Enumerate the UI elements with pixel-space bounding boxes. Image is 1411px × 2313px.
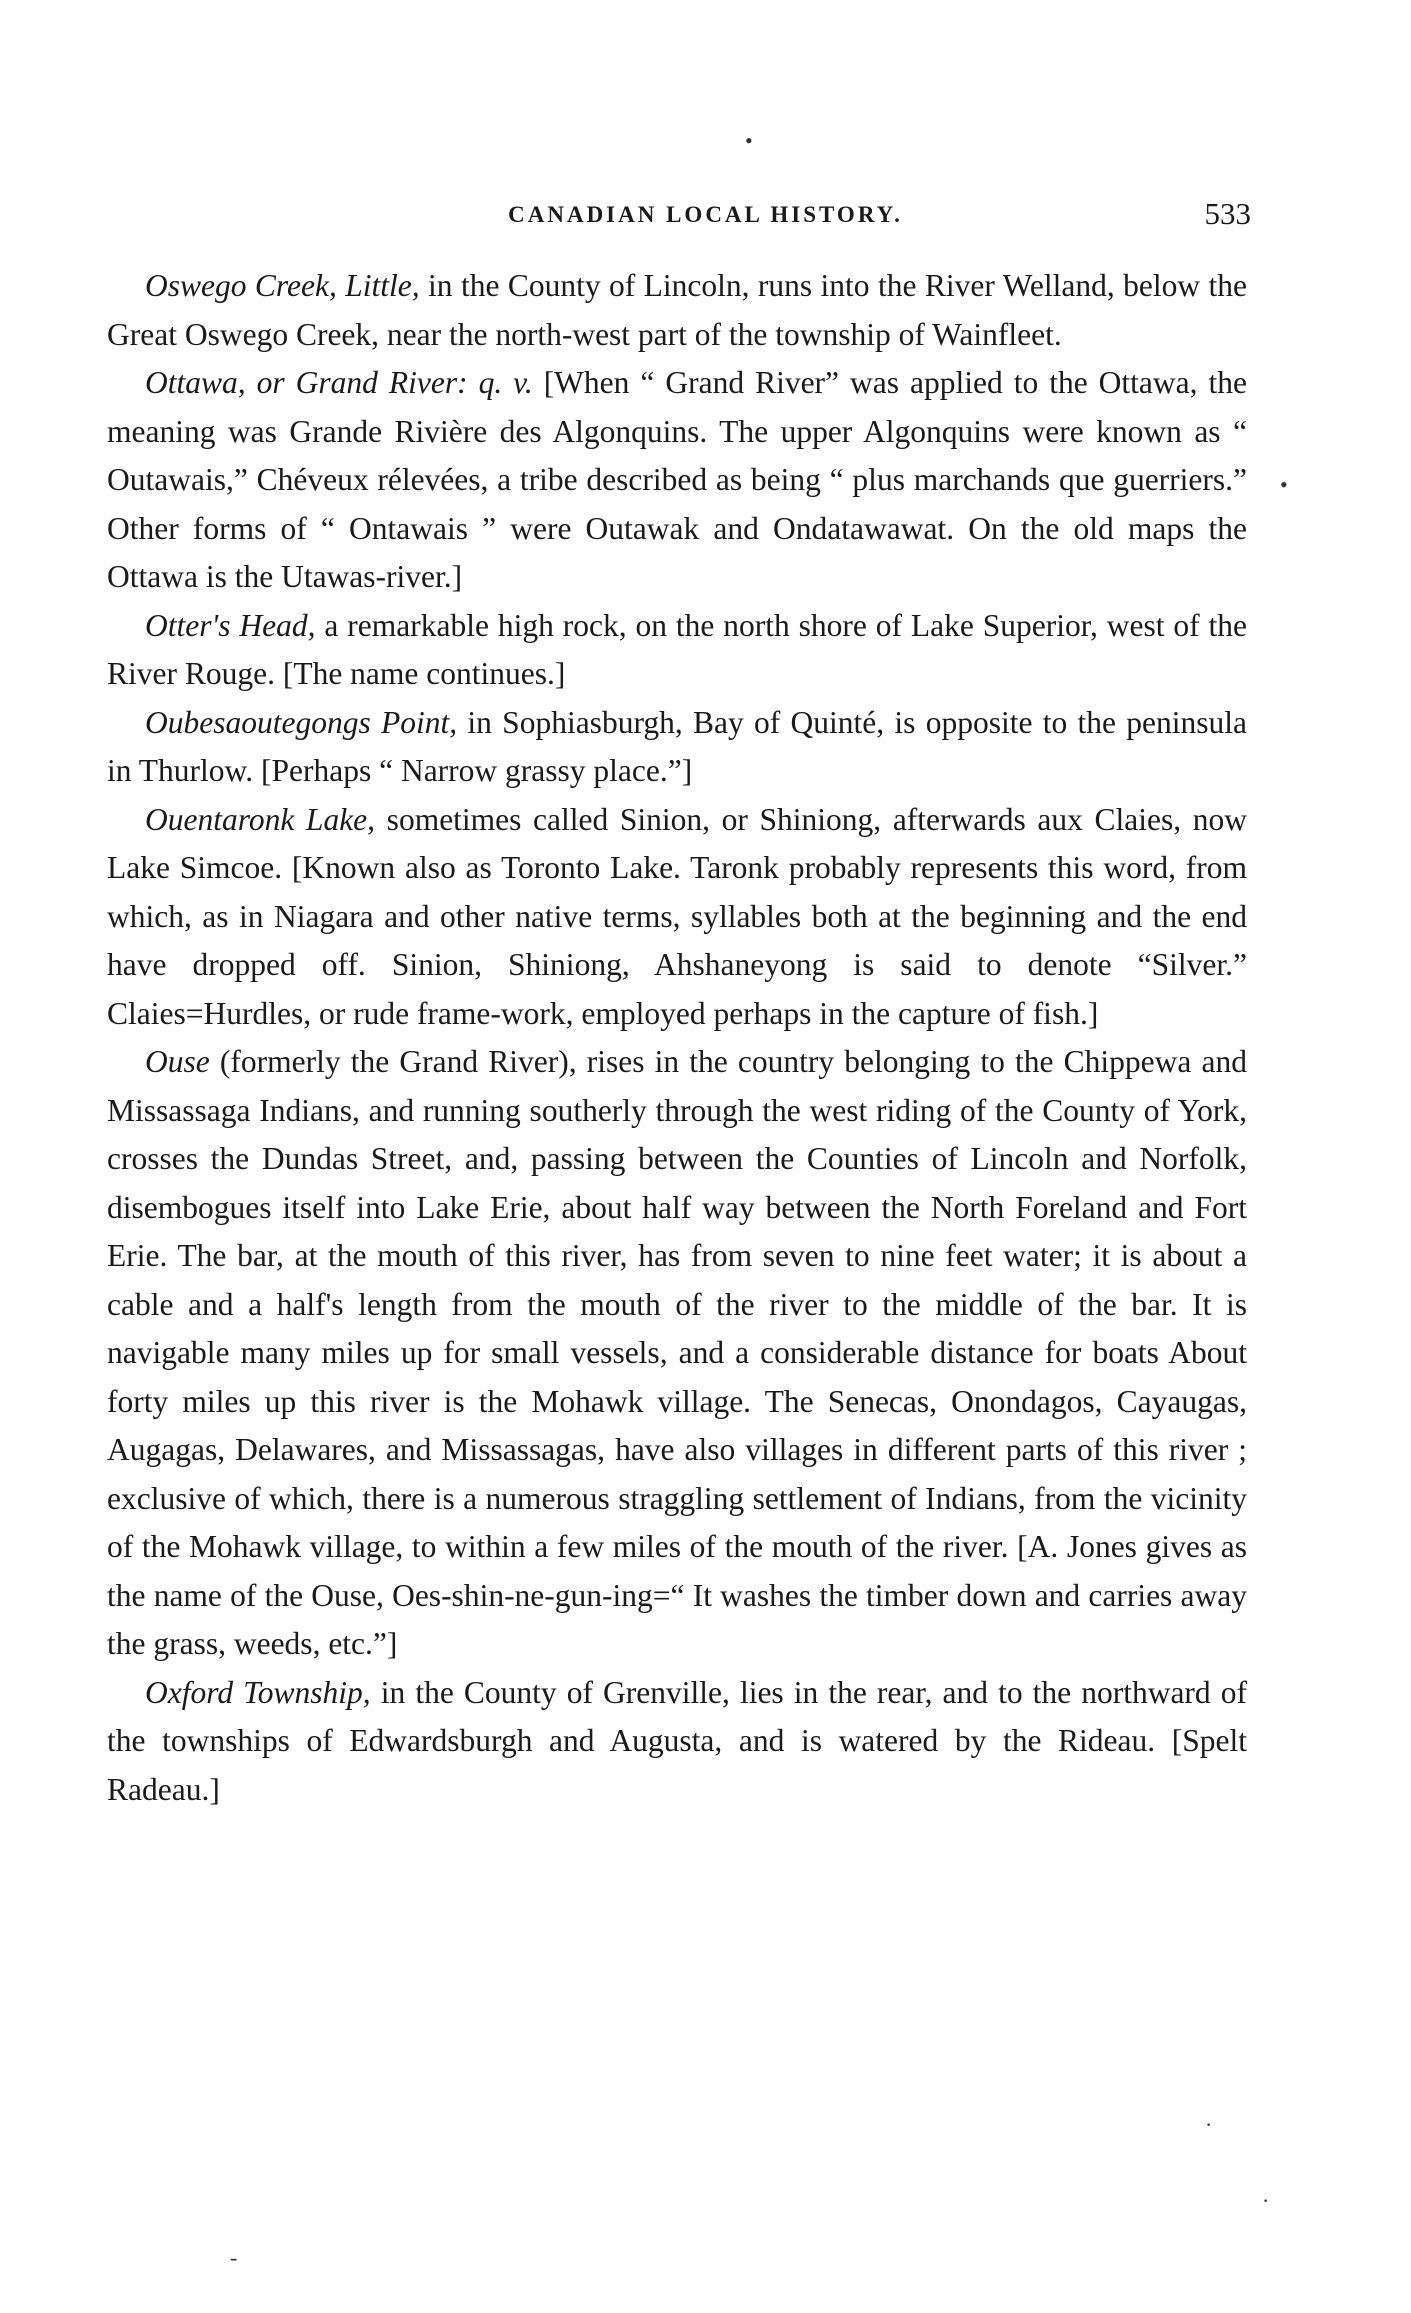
- entry-text: in Sophiasburgh, Bay of Quinté, is opposite to the peninsula in Thurlow. [Perhaps “ Narrow grassy place.”]: [107, 704, 1247, 788]
- entry-text: in the County of Lincoln, runs into the River Welland, below the Great Oswego Creek, near the north-west part of the township of Wainfleet.: [107, 268, 1247, 352]
- entry-oubesaoutegongs-point: [107, 699, 1247, 796]
- entry-text: sometimes called Sinion, or Shiniong, afterwards aux Claies, now Lake Simcoe. [Known also as Toronto Lake. Taronk probably represents this word, from which, as in Niagara and other native terms, syllables both at the beginning and the end have dropped off. Sinion, Shiniong, Ahshaneyong is said to denote “Silver.” Claies=Hurdles, or rude frame-work, employed perhaps in the capture of fish.]: [107, 801, 1247, 1031]
- entry-ouse: [107, 1038, 1247, 1669]
- speck-mark: ·: [1205, 2112, 1213, 2137]
- speck-mark: -: [230, 2245, 238, 2270]
- running-head: [0, 196, 1411, 236]
- entry-text: in the County of Grenville, lies in the rear, and to the northward of the townships of Edwardsburgh and Augusta, and is watered by the Rideau. [Spelt Radeau.]: [107, 1674, 1247, 1807]
- entry-term: Ottawa, or Grand River: q. v.: [145, 365, 533, 400]
- speck-mark: •: [1280, 472, 1288, 497]
- entry-term: Ouentaronk Lake,: [145, 801, 376, 837]
- entry-term: Oxford Township,: [145, 1674, 371, 1710]
- entry-ouentaronk-lake: [107, 796, 1247, 1039]
- entry-oxford-township: [107, 1669, 1247, 1815]
- entry-term: Otter's Head,: [145, 607, 316, 643]
- entry-term: Ouse: [145, 1044, 210, 1079]
- running-title: CANADIAN LOCAL HISTORY.: [508, 202, 903, 227]
- entry-term: Oswego Creek, Little,: [145, 268, 420, 303]
- entry-otters-head: [107, 602, 1247, 699]
- entry-term: Oubesaoutegongs Point,: [145, 704, 458, 740]
- entry-text: (formerly the Grand River), rises in the country belonging to the Chippewa and Missassaga Indians, and running southerly through the west riding of the County of York, crosses the Dundas Street, and, passing between the Counties of Lincoln and Norfolk, disembogues itself into Lake Erie, about half way between the North Foreland and Fort Erie. The bar, at the mouth of this river, has from seven to nine feet water; it is about a cable and a half's length from the mouth of the river to the middle of the bar. It is navigable many miles up for small vessels, and a considerable distance for boats About forty miles up this river is the Mohawk village. The Senecas, Onondagos, Cayaugas, Augagas, Delawares, and Missassagas, have also villages in different parts of this river ; exclusive of which, there is a numerous straggling settlement of Indians, from the vicinity of the Mohawk village, to within a few miles of the mouth of the river. [A. Jones gives as the name of the Ouse, Oes-shin-ne-gun-ing=“ It washes the timber down and carries away the grass, weeds, etc.”]: [107, 1044, 1247, 1661]
- speck-mark: ·: [1262, 2188, 1270, 2213]
- speck-mark: •: [745, 128, 753, 153]
- entry-text: [When “ Grand River” was applied to the Ottawa, the meaning was Grande Rivière des Algonquins. The upper Algonquins were known as “ Outawais,” Chéveux rélevées, a tribe described as being “ plus marchands que guerriers.” Other forms of “ Ontawais ” were Outawak and Ondatawawat. On the old maps the Ottawa is the Utawas-river.]: [107, 365, 1247, 594]
- entry-ottawa: [107, 359, 1247, 602]
- entry-oswego-creek-little: [107, 262, 1247, 359]
- page-number: 533: [1204, 196, 1251, 231]
- entry-text: a remarkable high rock, on the north shore of Lake Superior, west of the River Rouge. [The name continues.]: [107, 607, 1247, 691]
- body-text: [107, 262, 1247, 1814]
